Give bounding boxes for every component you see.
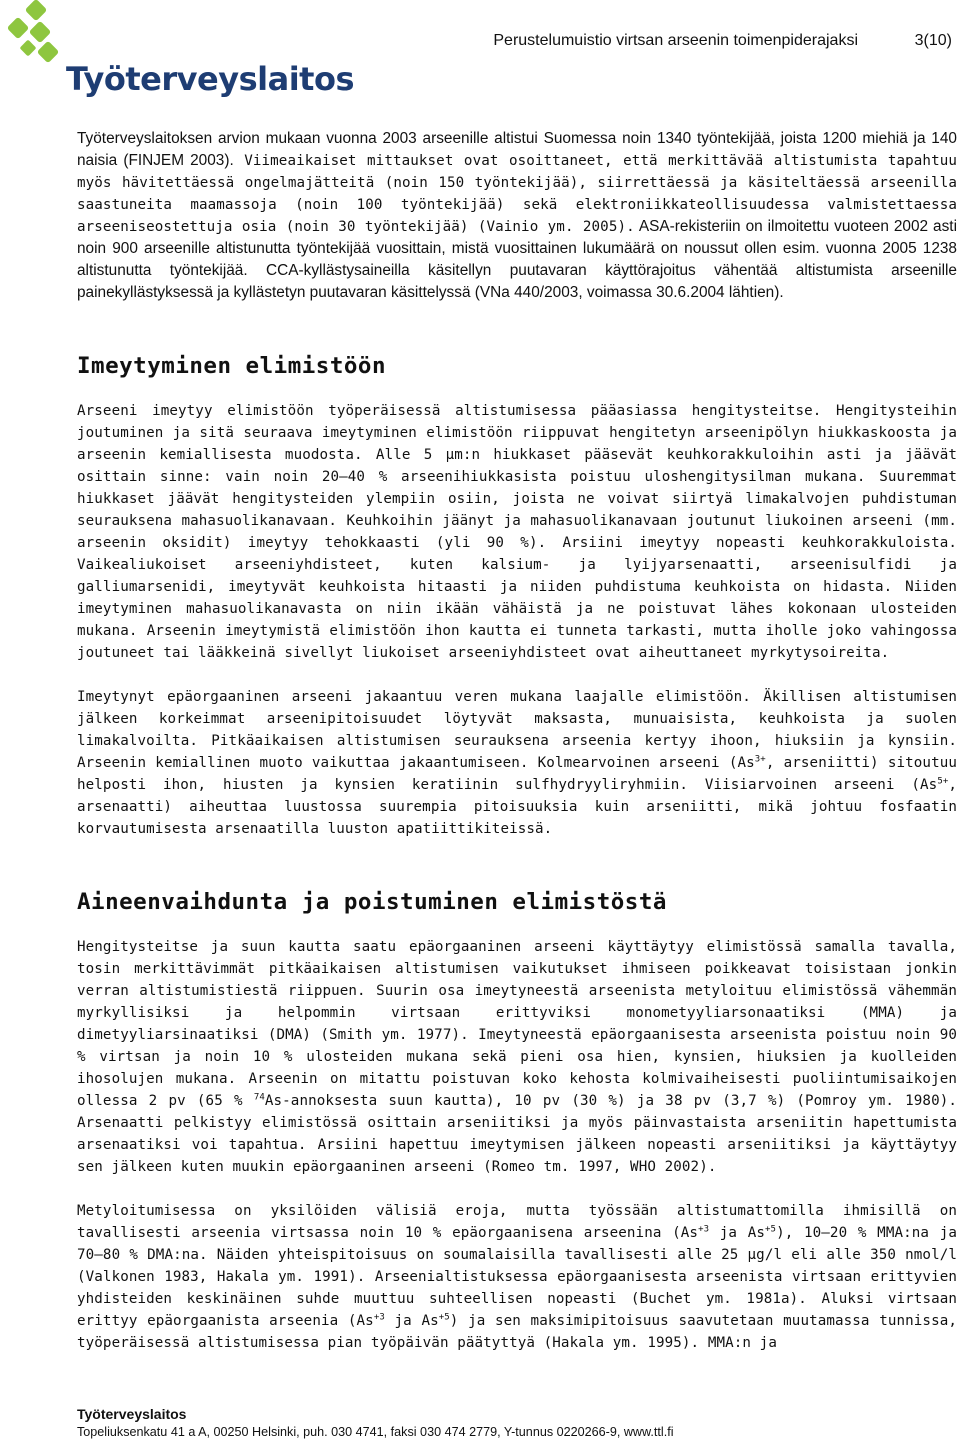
section-heading-imeytyminen: Imeytyminen elimistöön	[77, 353, 387, 379]
text-segment: Arseenin kemiallinen muoto vaikuttaa jakaantumiseen. Kolmearvoinen arseeni (As	[77, 755, 755, 771]
footer-address: Topeliuksenkatu 41 a A, 00250 Helsinki, puh. 030 4741, faksi 030 474 2779, Y-tunnus 0220266-9, www.ttl.fi	[77, 1425, 674, 1439]
text-segment: Arseenialtistuksessa epäorgaanisesta arseenista virtsaan erittyvien yhdisteiden keskinäinen suhde muuttuu suhteellisen nopeasti (Buchet ym. 1981a).	[77, 1269, 957, 1307]
text-segment: Suurin osa imeytyneestä arseenista metyloituu elimistössä vähemmän myrkyllisiksi ja helpommin virtsaan erittyviksi monometyyliarsonaatiksi (MMA) ja dimetyyliarsinaatiksi (DMA) (Smith ym. 1977).	[77, 983, 957, 1043]
footer-organization: Työterveyslaitos	[77, 1406, 187, 1422]
text-segment: Arseeni imeytyy elimistöön työperäisessä altistumisessa pääasiassa hengitysteitse.	[77, 403, 822, 419]
text-segment: , arsenaatti) aiheuttaa luustossa suurempia pitoisuuksia kuin arseniitti, mikä johtuu fosfaatin korvautumisesta arsenaatilla luuston apatiittikiteissä.	[77, 777, 958, 837]
superscript: +3	[698, 1224, 710, 1235]
text-segment: Aluksi virtsaan erittyy epäorgaanista arseenia (As	[77, 1291, 958, 1329]
text-segment: Viimeaikaiset mittaukset ovat osoittaneet, että merkittävää altistumista tapahtuu myös hävitettäessä ongelmajätteitä (noin 150 työntekijää), siirrettäessä ja käsiteltäessä arseenilla saastuneita maamassoja (noin 100 työntekijää) sekä elektroniikkateollisuudessa valmistettaessa arseeniseostettuja osia (noin 30 työntekijää) (Vainio ym. 2005).	[77, 153, 957, 235]
text-segment: Keuhkoihin jäänyt ja mahasuolikanavaan joutunut liukoinen arseeni (mm. arseenin oksidit) imeytyy tehokkaasti (yli 90 %).	[77, 513, 957, 551]
document-title: Perustelumuistio virtsan arseenin toimenpiderajaksi	[493, 32, 858, 49]
text-segment: Arseenin on mitattu poistuvan koko kehosta kolmivaiheisesti puoliintumisaikojen ollessa 2 pv (65 %	[77, 1071, 957, 1109]
text-segment: Hengitysteihin joutuminen ja sitä seuraava imeytyminen elimistöön riippuvat hengitetyn arseenipölyn hiukkaskoosta ja arseenin kemiallisesta muodosta.	[77, 403, 957, 463]
superscript: +5	[438, 1312, 450, 1323]
text-segment: ja As	[384, 1313, 439, 1329]
text-segment: Imeytyneestä epäorgaanisesta arseenista poistuu noin 90 % virtsan ja noin 10 % ulosteiden mukana sekä pieni osa hien, kynsien, hiuksien ja kuolleiden ihosolujen mukana.	[77, 1027, 957, 1087]
text-segment: Alle 5 μm:n hiukkaset pääsevät keuhkorakkuloihin asti ja jäävät osittain sinne: vain noin 20–40 % arseenihiukkasista poistuu uloshengitysilman mukana.	[77, 447, 958, 485]
text-segment: Arsiini hapettuu imeytymisen jälkeen nopeasti arseniitiksi ja käyttäytyy sen jälkeen kuten muukin epäorgaaninen arseeni (Romeo tm. 1997, WHO 2002).	[77, 1137, 957, 1175]
text-segment: Pitkäaikaisen altistumisen seurauksena arseenia kertyy ihoon, hiuksiin ja kynsiin.	[197, 733, 957, 749]
section-heading-aineenvaihdunta: Aineenvaihdunta ja poistuminen elimistöstä	[77, 889, 667, 915]
text-segment: Hengitysteitse ja suun kautta saatu epäorgaaninen arseeni käyttäytyy elimistössä samalla tavalla, tosin merkittävimmät pitkäaikaisen altistumisen vaikutukset ihmiseen poikkeavat toisistaan jonkin verran altistumistiestä riippuen.	[77, 939, 957, 999]
logo-mark-icon	[0, 0, 70, 70]
text-segment: ja As	[709, 1225, 766, 1241]
intro-paragraph	[77, 128, 957, 304]
section2-paragraph-1	[77, 936, 957, 1178]
text-segment: Työterveyslaitoksen arvion mukaan vuonna 2003 arseenille altistui Suomessa noin 1340 työntekijää, joista 1200 miehiä ja 140 naisia (FINJEM 2003).	[77, 130, 957, 169]
superscript: +5	[765, 1224, 777, 1235]
text-segment: As-annoksesta suun kautta), 10 pv (30 %) ja 38 pv (3,7 %) (Pomroy ym. 1980).	[264, 1093, 957, 1109]
section2-paragraph-2	[77, 1200, 957, 1354]
text-segment: ), 10–20 % MMA:na ja 70–80 % DMA:na.	[77, 1225, 957, 1263]
text-segment: Niiden imeytyminen mahasuolikanavasta on niin ikään vähäistä ja ne poistuvat lähes kokonaan ulosteiden mukana.	[77, 579, 957, 639]
page-number: 3(10)	[914, 32, 952, 49]
main-content	[77, 128, 957, 1354]
text-segment: Vaikealiukoiset arseeniyhdisteet, kuten kalsium- ja lyijyarsenaatti, arseenisulfidi ja galliumarsenidi, imeytyvät keuhkoista hitaasti ja niiden puhdistuma keuhkoista on hidasta.	[77, 557, 957, 595]
section1-paragraph-2	[77, 686, 957, 840]
text-segment: Arsenaatti pelkistyy elimistössä osittain arseniitiksi ja myös päinvastaista arseniitin hapettumista arsenaatiksi voi tapahtua.	[77, 1115, 957, 1153]
logo	[0, 0, 354, 108]
section1-paragraph-1	[77, 400, 957, 664]
text-segment: Näiden yhteispitoisuus on soumalaisilla tavallisesti alle 25 μg/l eli alle 350 nmol/l (Valkonen 1983, Hakala ym. 1991).	[77, 1247, 957, 1285]
superscript: 74	[253, 1092, 265, 1103]
superscript: 5+	[937, 776, 949, 787]
text-segment: Arseenin imeytymistä elimistöön ihon kautta ei tunneta tarkasti, mutta iholle joko vahingossa joutuneet tai lääkkeinä sivellyt liukoiset arseeniyhdisteet ovat aiheuttaneet myrkytysoireita.	[77, 623, 957, 661]
text-segment: Metyloitumisessa on yksilöiden välisiä eroja, mutta työssään altistumattomilla ihmisillä on tavallisesti arseenia virtsassa noin 10 % epäorgaanisena arseenina (As	[77, 1203, 957, 1241]
text-segment: Imeytynyt epäorgaaninen arseeni jakaantuu veren mukana laajalle elimistöön. Äkillisen altistumisen jälkeen korkeimmat arseenipitoisuudet löytyvät maksasta, munuaisista, keuhkoista ja suolen limakalvoilta.	[77, 689, 957, 749]
superscript: +3	[373, 1312, 385, 1323]
text-segment: Suuremmat hiukkaset jäävät hengitysteiden ylempiin osiin, joista ne voivat siirtyä limakalvojen puhdistuman seurauksena mahasuolikanavaan.	[77, 469, 957, 529]
text-segment: Arsiini imeytyy nopeasti keuhkorakkuloista.	[546, 535, 957, 551]
logo-text: Työterveyslaitos	[66, 60, 354, 98]
text-segment: , arseniitti) sitoutuu helposti ihon, hiusten ja kynsien keratiinin sulfhydryyliryhmiin.	[77, 755, 957, 793]
text-segment: Viisiarvoinen arseeni (As	[687, 777, 938, 793]
superscript: 3+	[754, 754, 766, 765]
text-segment: CCA-kyllästysaineilla käsitellyn puutavaran käyttörajoitus vähentää altistumista arseenille painekyllästyksessä ja kyllästetyn puutavaran käsittelyssä (VNa 440/2003, voimassa 30.6.2004 lähtien).	[77, 262, 957, 301]
text-segment: ) ja sen maksimipitoisuus saavutetaan muutamassa tunnissa, työperäisessä altistumisessa pian työpäivän päätyttyä (Hakala ym. 1995). MMA:n ja	[77, 1313, 957, 1351]
text-segment: ASA-rekisteriin on ilmoitettu vuoteen 2002 asti noin 900 arseenille altistunutta työntekijää vuosittain, mistä vuosittainen lukumäärä on noussut ollen esim. vuonna 2005 1238 altistunutta työntekijää.	[77, 218, 958, 279]
